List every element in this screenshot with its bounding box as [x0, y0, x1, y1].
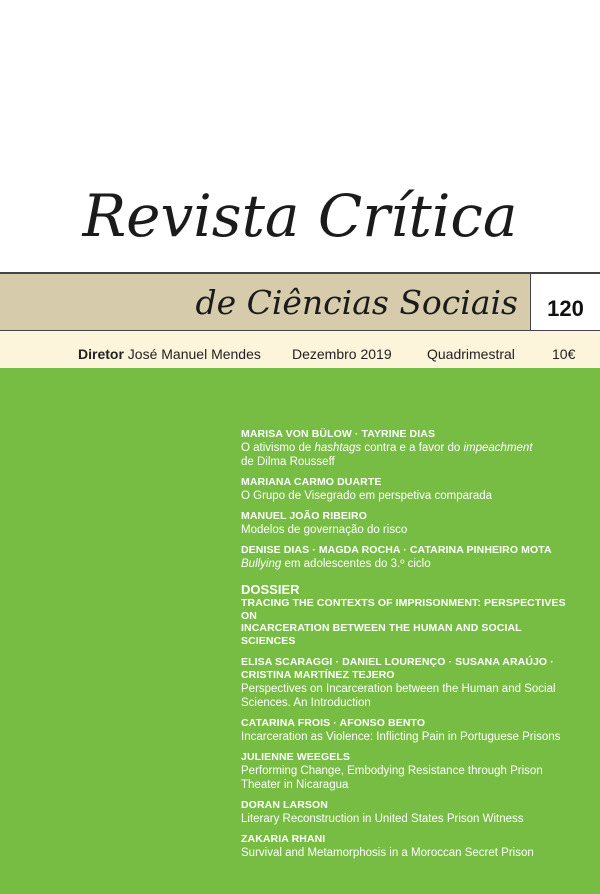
director	[78, 346, 261, 362]
frequency: Quadrimestral	[427, 346, 515, 362]
toc-entry	[241, 717, 571, 744]
director-name: José Manuel Mendes	[127, 346, 261, 362]
article-title: Performing Change, Embodying Resistance through Prison	[241, 765, 543, 777]
article-authors: ELISA SCARAGGI · DANIEL LOURENÇO · SUSANA ARAÚJO ·	[241, 656, 554, 668]
article-authors: ZAKARIA RHANI	[241, 833, 326, 845]
article-title: Bullying em adolescentes do 3.º ciclo	[241, 558, 431, 570]
article-title: Incarceration as Violence: Inflicting Pain in Portuguese Prisons	[241, 731, 561, 743]
price: 10€	[552, 346, 576, 362]
article-authors: MARIANA CARMO DUARTE	[241, 476, 382, 488]
toc-entry	[241, 476, 571, 503]
issue-date: Dezembro 2019	[292, 346, 392, 362]
article-authors: DENISE DIAS · MAGDA ROCHA · CATARINA PINHEIRO MOTA	[241, 544, 552, 556]
info-bar	[0, 330, 600, 368]
director-label: Diretor	[78, 346, 124, 362]
toc-entry	[241, 428, 571, 469]
article-title: Modelos de governação do risco	[241, 524, 408, 536]
toc-entry	[241, 510, 571, 537]
article-title: Literary Reconstruction in United States Prison Witness	[241, 813, 524, 825]
table-of-contents	[241, 428, 571, 867]
article-authors: DORAN LARSON	[241, 799, 328, 811]
article-authors: MANUEL JOÃO RIBEIRO	[241, 510, 367, 522]
article-title-cont: Theater in Nicaragua	[241, 779, 349, 791]
toc-entry	[241, 799, 571, 826]
journal-title: Revista Crítica	[82, 182, 518, 250]
article-authors: MARISA VON BÜLOW · TAYRINE DIAS	[241, 428, 436, 440]
toc-entry	[241, 544, 571, 571]
toc-entry	[241, 833, 571, 860]
journal-subtitle: de Ciências Sociais	[195, 283, 518, 322]
article-title-cont: Sciences. An Introduction	[241, 697, 371, 709]
article-authors: CATARINA FROIS · AFONSO BENTO	[241, 717, 426, 729]
article-authors-cont: CRISTINA MARTÍNEZ TEJERO	[241, 669, 395, 681]
issue-number: 120	[530, 272, 600, 330]
article-title: Perspectives on Incarceration between the Human and Social	[241, 683, 556, 695]
dossier-label: DOSSIER	[241, 582, 300, 597]
toc-entry	[241, 751, 571, 792]
article-title: O Grupo de Visegrado em perspetiva comparada	[241, 490, 493, 502]
toc-entry	[241, 656, 571, 710]
article-title: Survival and Metamorphosis in a Moroccan Secret Prison	[241, 847, 534, 859]
dossier-theme: TRACING THE CONTEXTS OF IMPRISONMENT: PERSPECTIVES ON INCARCERATION BETWEEN THE HUMAN AND SOCIAL SCIENCES	[241, 597, 566, 647]
article-title-cont: de Dilma Rousseff	[241, 456, 335, 468]
article-title: O ativismo de hashtags contra e a favor do impeachment	[241, 442, 533, 454]
article-authors: JULIENNE WEEGELS	[241, 751, 350, 763]
